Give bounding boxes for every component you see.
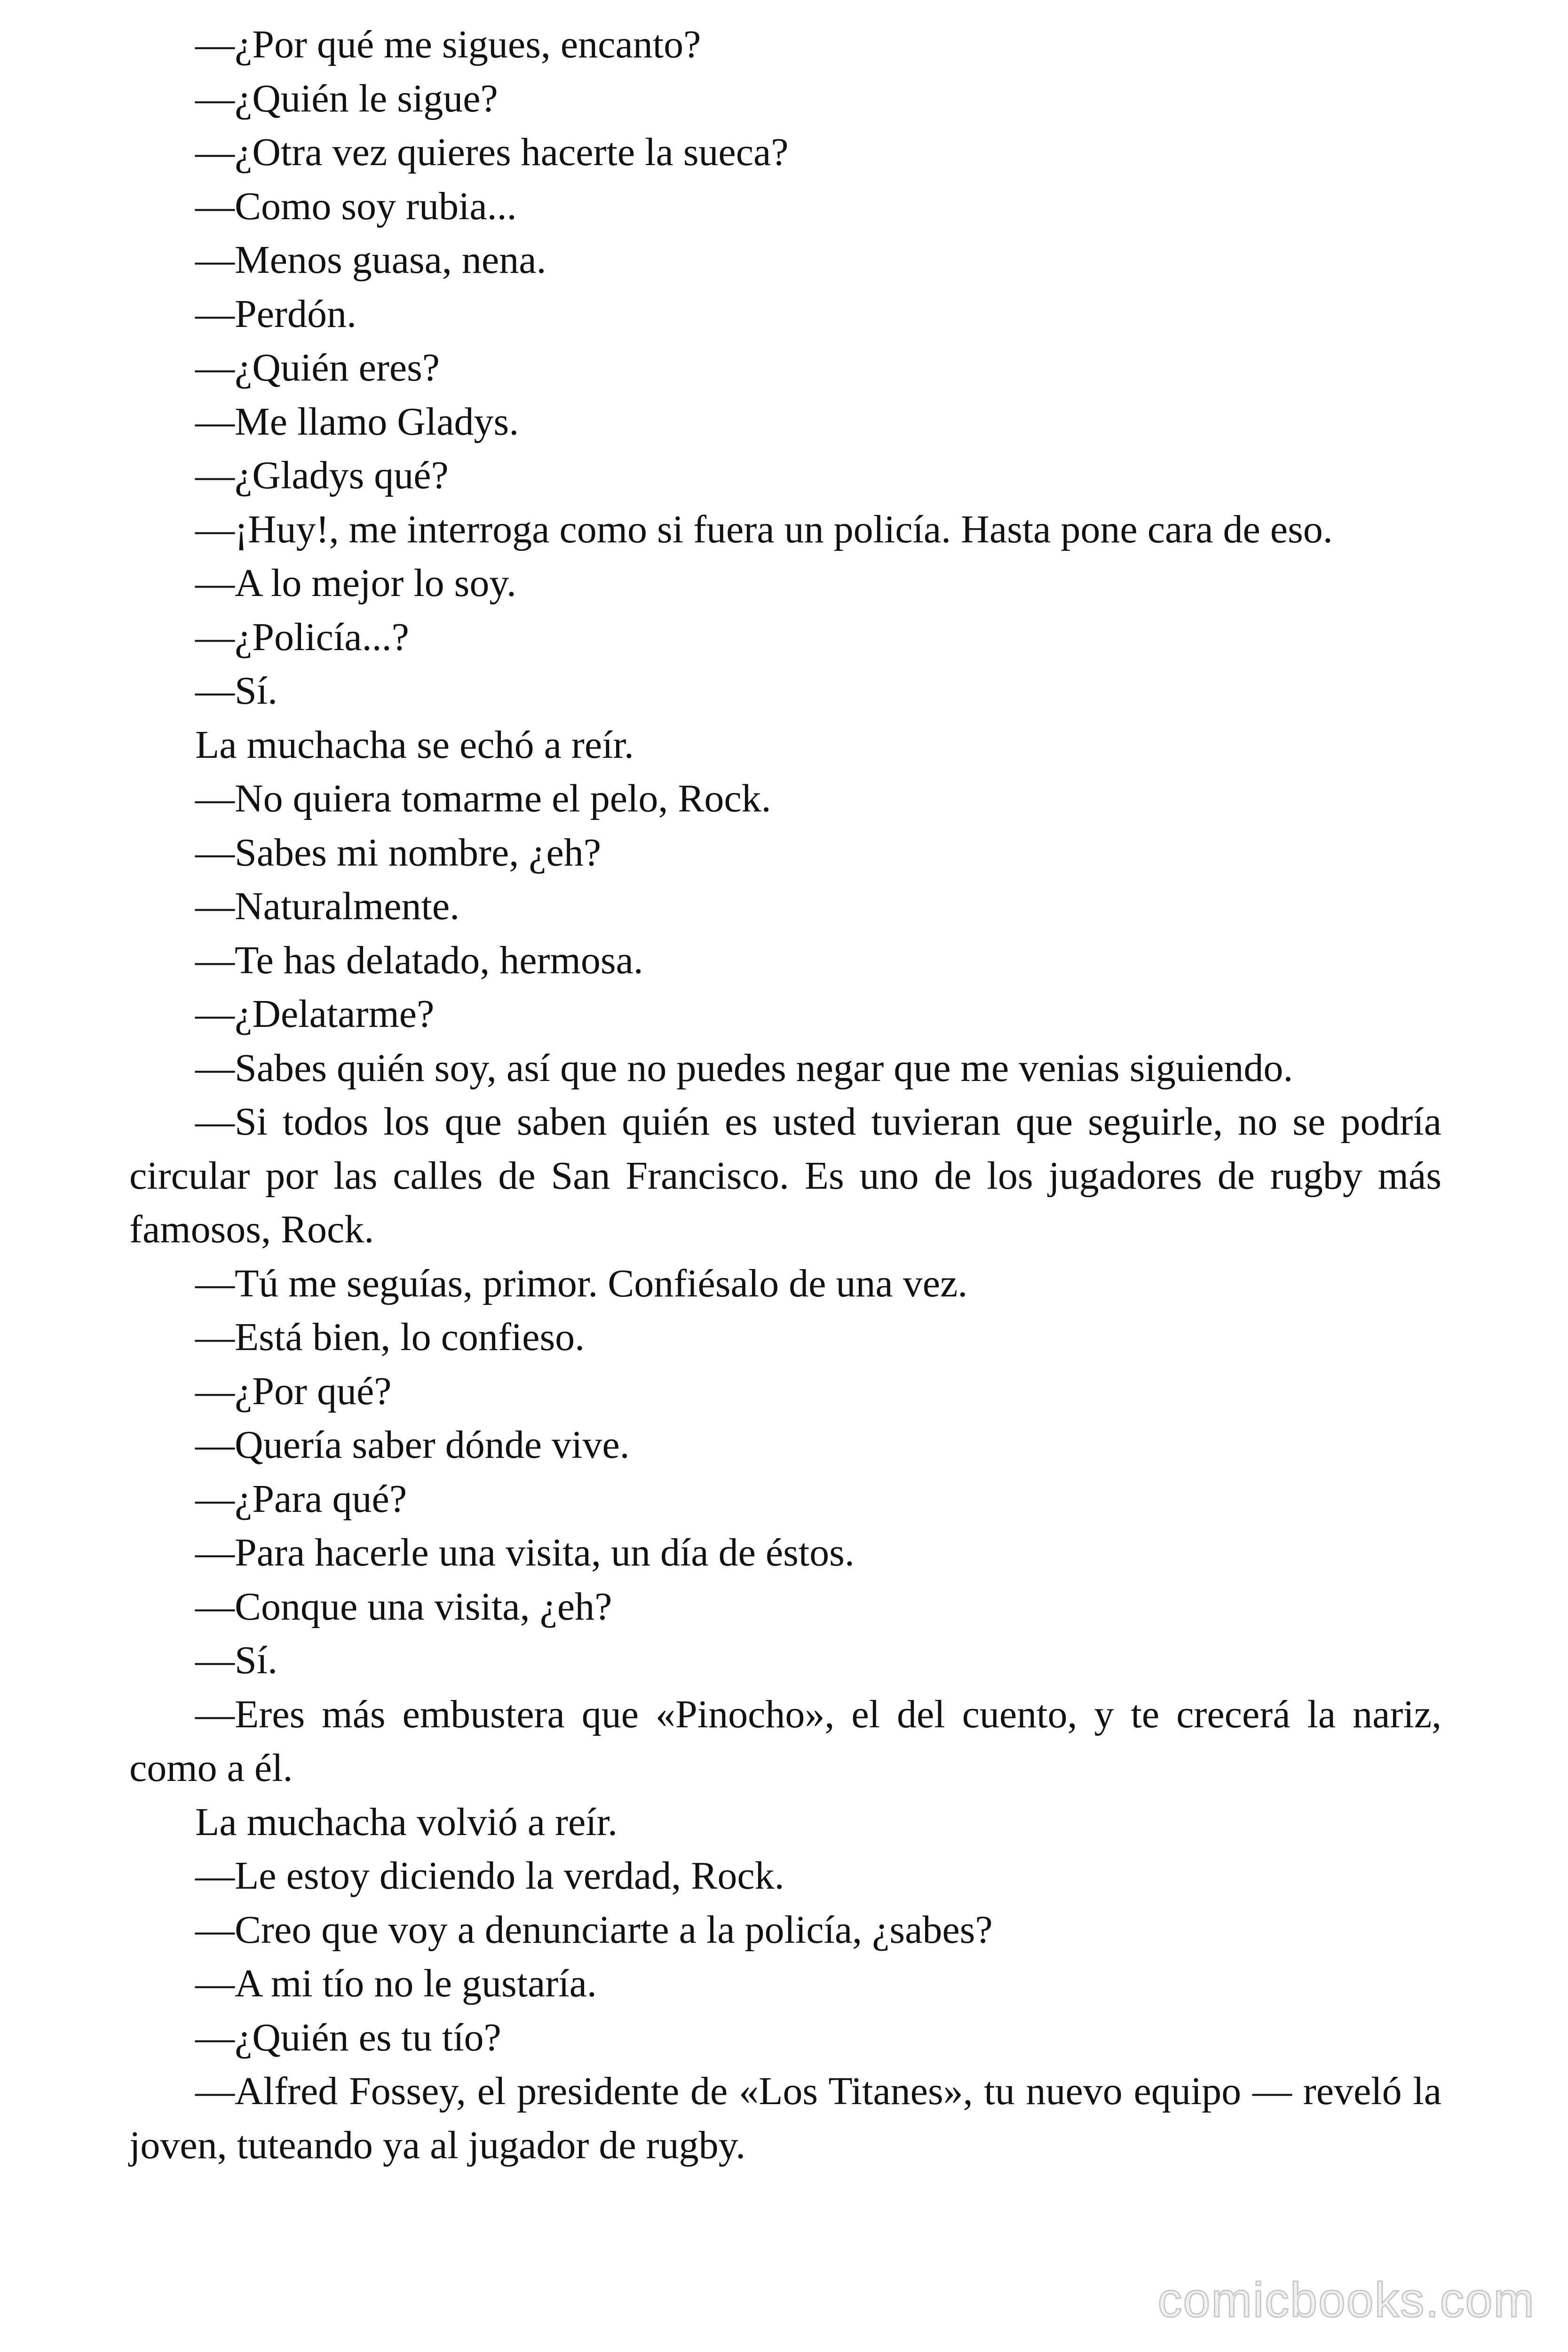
paragraph: —Conque una visita, ¿eh? — [195, 1584, 612, 1629]
paragraph: —Te has delatado, hermosa. — [195, 938, 643, 982]
paragraph: —Tú me seguías, primor. Confiésalo de una vez. — [195, 1261, 968, 1305]
paragraph: —Le estoy diciendo la verdad, Rock. — [195, 1854, 784, 1898]
paragraph: —¿Por qué? — [195, 1369, 392, 1413]
body-text — [129, 18, 1441, 2172]
paragraph: —¿Delatarme? — [195, 992, 435, 1036]
paragraph: —Si todos los que saben quién es usted tuvieran que seguirle, no se podría circular por las calles de San Francisco. Es uno de los jugadores de rugby más famosos, Rock. — [129, 1100, 1441, 1251]
paragraph: —Naturalmente. — [195, 884, 460, 928]
paragraph: —Me llamo Gladys. — [195, 399, 519, 444]
paragraph: —Para hacerle una visita, un día de éstos. — [195, 1531, 855, 1574]
paragraph: —¿Quién es tu tío? — [195, 2015, 501, 2059]
paragraph: —¿Otra vez quieres hacerte la sueca? — [195, 130, 789, 174]
paragraph: —¿Por qué me sigues, encanto? — [195, 23, 701, 66]
paragraph: —Eres más embustera que «Pinocho», el del cuento, y te crecerá la nariz, como a él. — [129, 1692, 1441, 1790]
paragraph: —¿Quién le sigue? — [195, 76, 498, 120]
paragraph: —Creo que voy a denunciarte a la policía, ¿sabes? — [195, 1907, 993, 1952]
paragraph: —Alfred Fossey, el presidente de «Los Titanes», tu nuevo equipo — reveló la joven, tuteando ya al jugador de rugby. — [129, 2069, 1441, 2167]
paragraph: —Menos guasa, nena. — [195, 238, 546, 282]
paragraph: La muchacha se echó a reír. — [195, 723, 634, 767]
paragraph: —Sí. — [195, 1638, 278, 1682]
watermark-logo: comicbooks.com — [1157, 2273, 1535, 2328]
paragraph: —Sí. — [195, 669, 278, 713]
paragraph: —¡Huy!, me interroga como si fuera un policía. Hasta pone cara de eso. — [195, 507, 1333, 551]
paragraph: —¿Para qué? — [195, 1477, 407, 1521]
paragraph: —Quería saber dónde vive. — [195, 1423, 630, 1467]
paragraph: —Sabes quién soy, así que no puedes negar que me venias siguiendo. — [195, 1046, 1293, 1090]
paragraph: —A mi tío no le gustaría. — [195, 1962, 597, 2005]
paragraph: —Como soy rubia... — [195, 184, 517, 228]
paragraph: —Está bien, lo confieso. — [195, 1315, 585, 1359]
paragraph: —Sabes mi nombre, ¿eh? — [195, 830, 602, 874]
paragraph: —No quiera tomarme el pelo, Rock. — [195, 777, 771, 820]
paragraph: —Perdón. — [195, 292, 356, 336]
paragraph: —A lo mejor lo soy. — [195, 561, 516, 605]
paragraph: —¿Policía...? — [195, 615, 409, 659]
paragraph: —¿Quién eres? — [195, 346, 440, 389]
paragraph: —¿Gladys qué? — [195, 453, 449, 497]
paragraph: La muchacha volvió a reír. — [195, 1800, 618, 1844]
